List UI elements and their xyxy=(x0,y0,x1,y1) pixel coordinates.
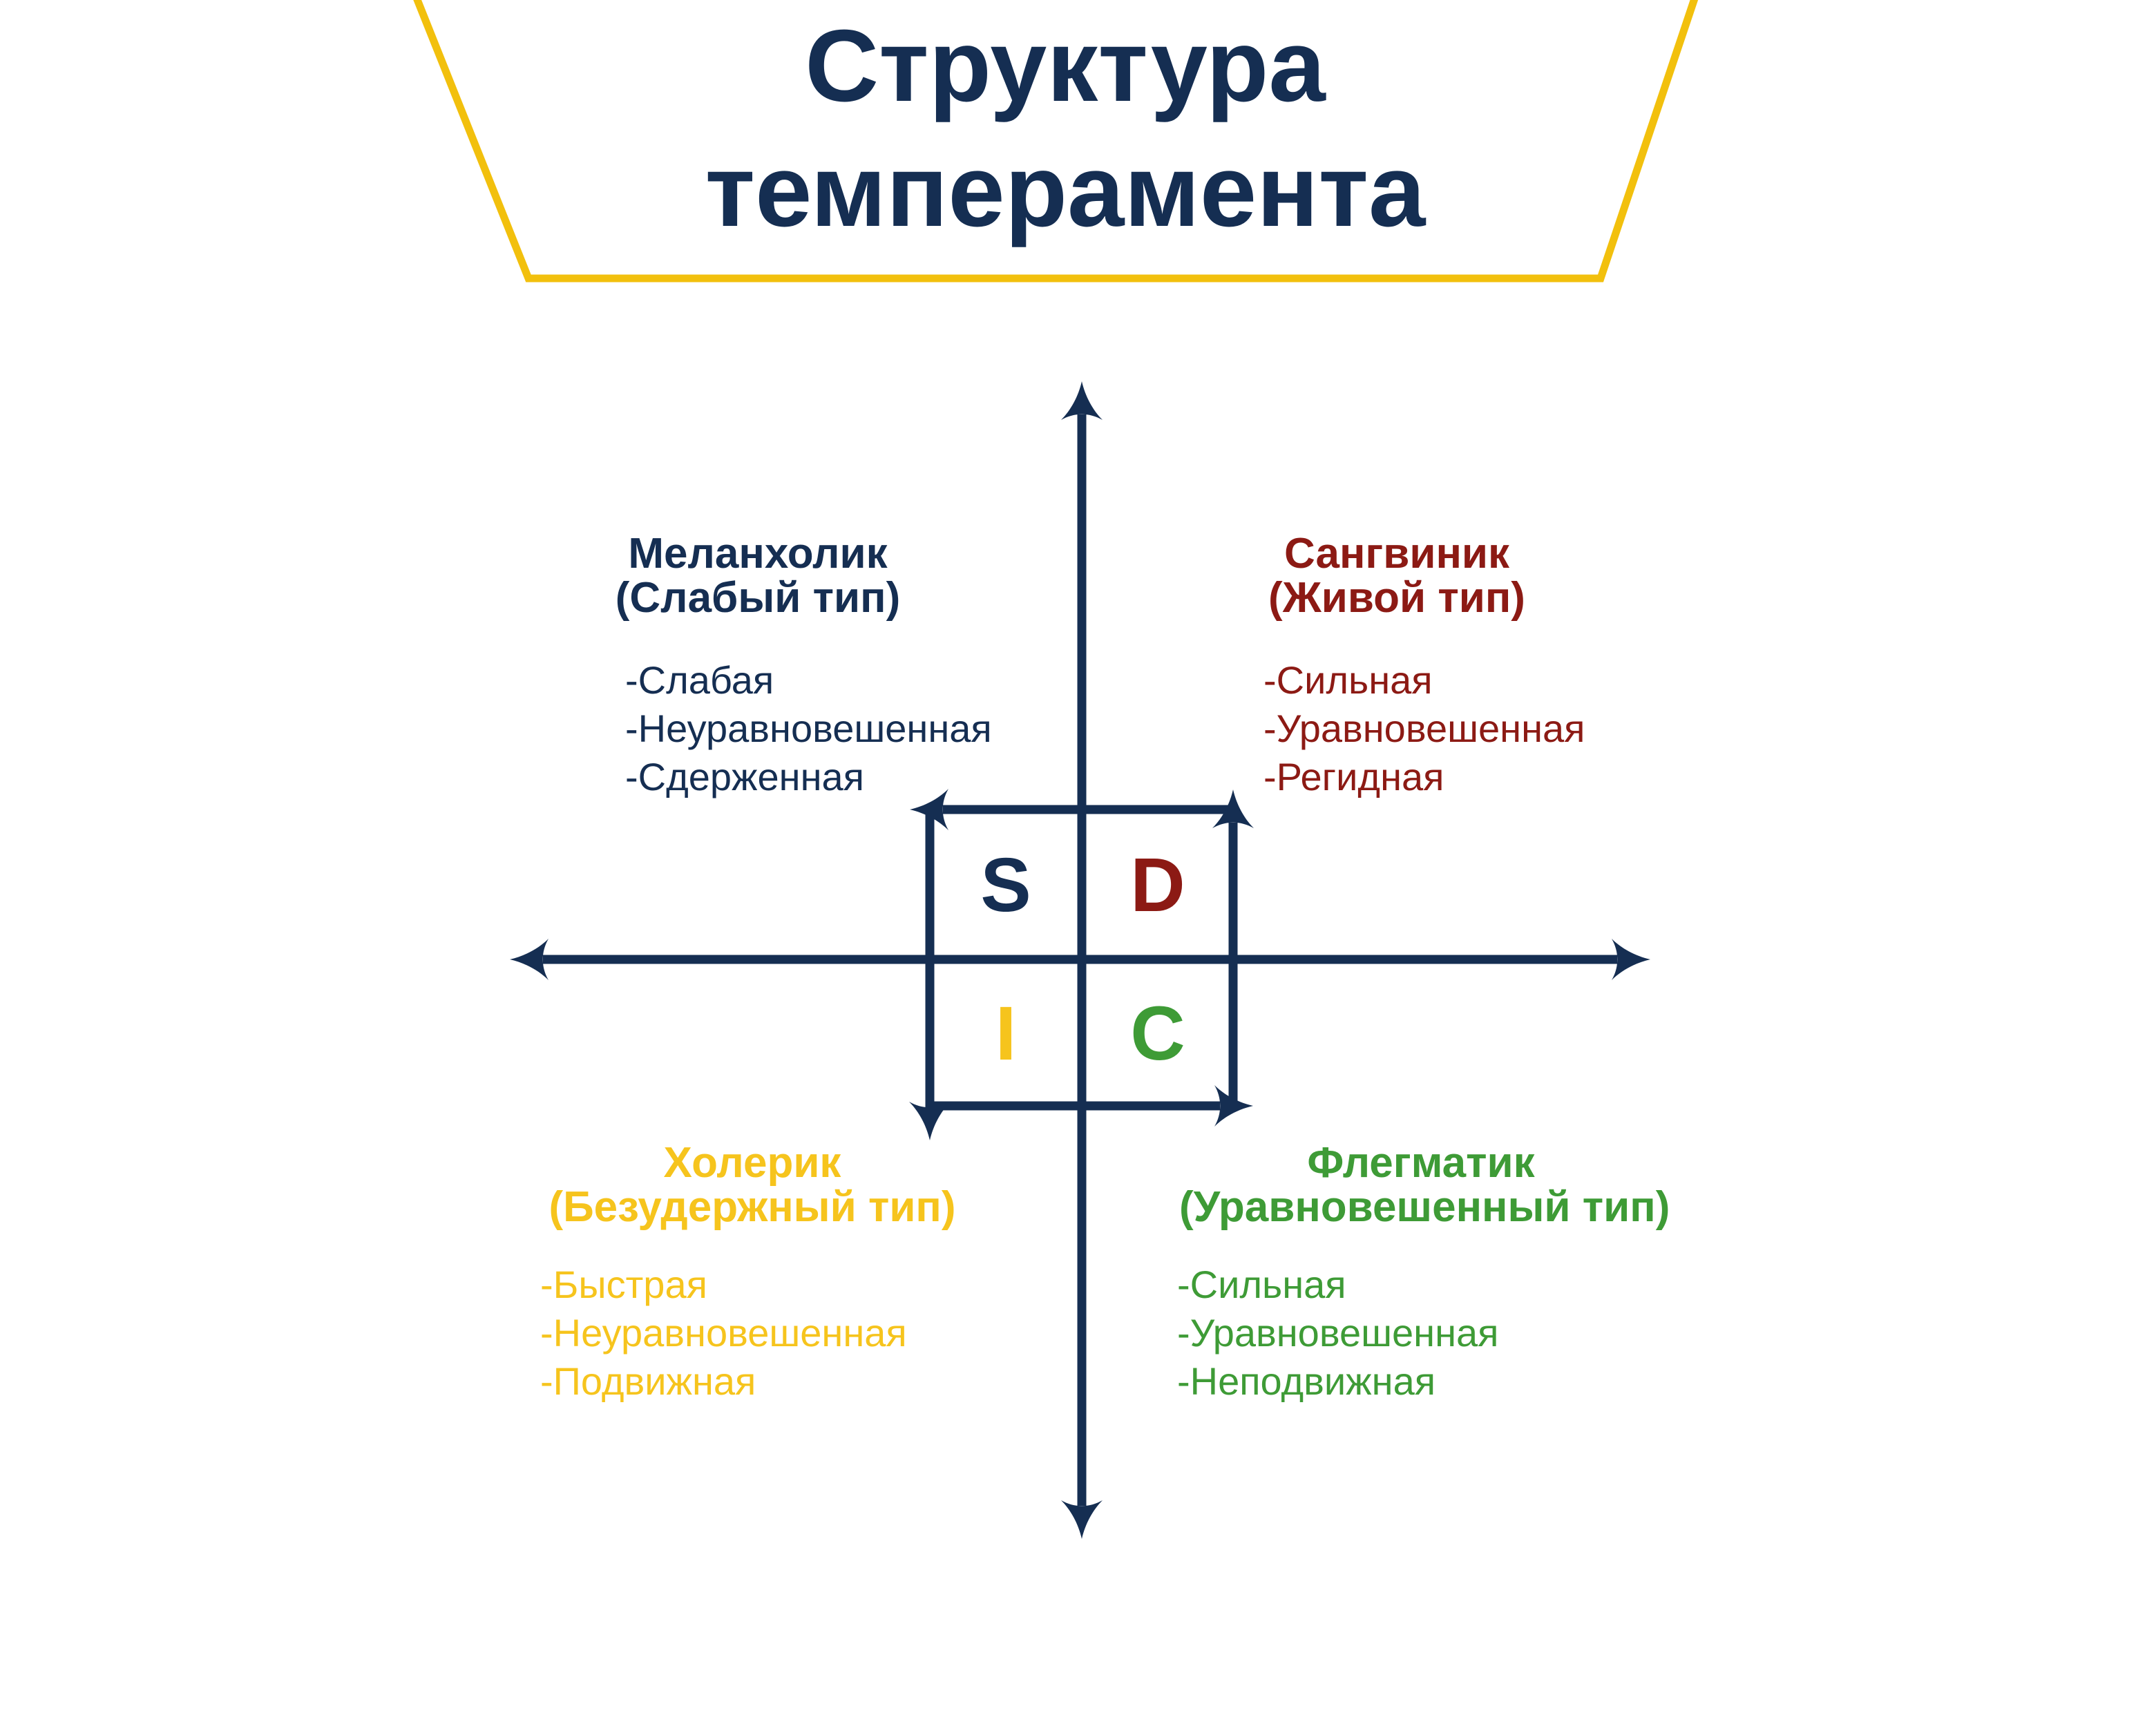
quadrant-name: Флегматик xyxy=(1307,1139,1535,1187)
quadrant-heading-sanguine xyxy=(1155,532,1639,620)
horizontal-axis-arrowhead-right-icon xyxy=(1612,939,1650,980)
quadrant-subtitle: (Уравновешенный тип) xyxy=(1179,1183,1670,1231)
page-title xyxy=(651,3,1480,253)
trait-item: -Подвижная xyxy=(540,1359,756,1403)
quadrant-name: Меланхолик xyxy=(628,530,888,577)
quadrant-traits-melancholic xyxy=(625,656,992,801)
disc-letter-i: I xyxy=(995,991,1017,1076)
quadrant-heading-choleric xyxy=(511,1141,994,1229)
trait-item: -Сдерженная xyxy=(625,755,864,798)
page-title-line1: Структура xyxy=(805,9,1326,123)
quadrant-subtitle: (Живой тип) xyxy=(1268,574,1525,622)
page-title-line2: темперамента xyxy=(705,134,1426,248)
trait-item: -Слабая xyxy=(625,658,774,702)
vertical-axis-arrowhead-bottom-icon xyxy=(1061,1500,1103,1539)
trait-item: -Неподвижная xyxy=(1177,1359,1436,1403)
disc-letter-d: D xyxy=(1130,842,1185,928)
quadrant-subtitle: (Безудержный тип) xyxy=(548,1183,956,1231)
quadrant-name: Холерик xyxy=(663,1139,841,1187)
disc-letter-c: C xyxy=(1130,991,1185,1076)
quadrant-traits-sanguine xyxy=(1263,656,1585,801)
quadrant-traits-choleric xyxy=(540,1261,907,1406)
vertical-axis-arrowhead-top-icon xyxy=(1061,381,1103,420)
trait-item: -Быстрая xyxy=(540,1263,707,1306)
trait-item: -Сильная xyxy=(1177,1263,1346,1306)
disc-letter-s: S xyxy=(980,842,1031,928)
quadrant-heading-melancholic xyxy=(516,532,1000,620)
quadrant-name: Сангвиник xyxy=(1284,530,1510,577)
trait-item: -Сильная xyxy=(1263,658,1433,702)
trait-item: -Уравновешенная xyxy=(1263,707,1585,750)
trait-item: -Регидная xyxy=(1263,755,1444,798)
trait-item: -Неуравновешенная xyxy=(625,707,992,750)
trait-item: -Уравновешенная xyxy=(1177,1311,1499,1355)
horizontal-axis-arrowhead-left-icon xyxy=(510,939,548,980)
quadrant-traits-phlegmatic xyxy=(1177,1261,1498,1406)
quadrant-subtitle: (Слабый тип) xyxy=(615,574,901,622)
trait-item: -Неуравновешенная xyxy=(540,1311,907,1355)
quadrant-heading-phlegmatic xyxy=(1179,1139,1670,1231)
